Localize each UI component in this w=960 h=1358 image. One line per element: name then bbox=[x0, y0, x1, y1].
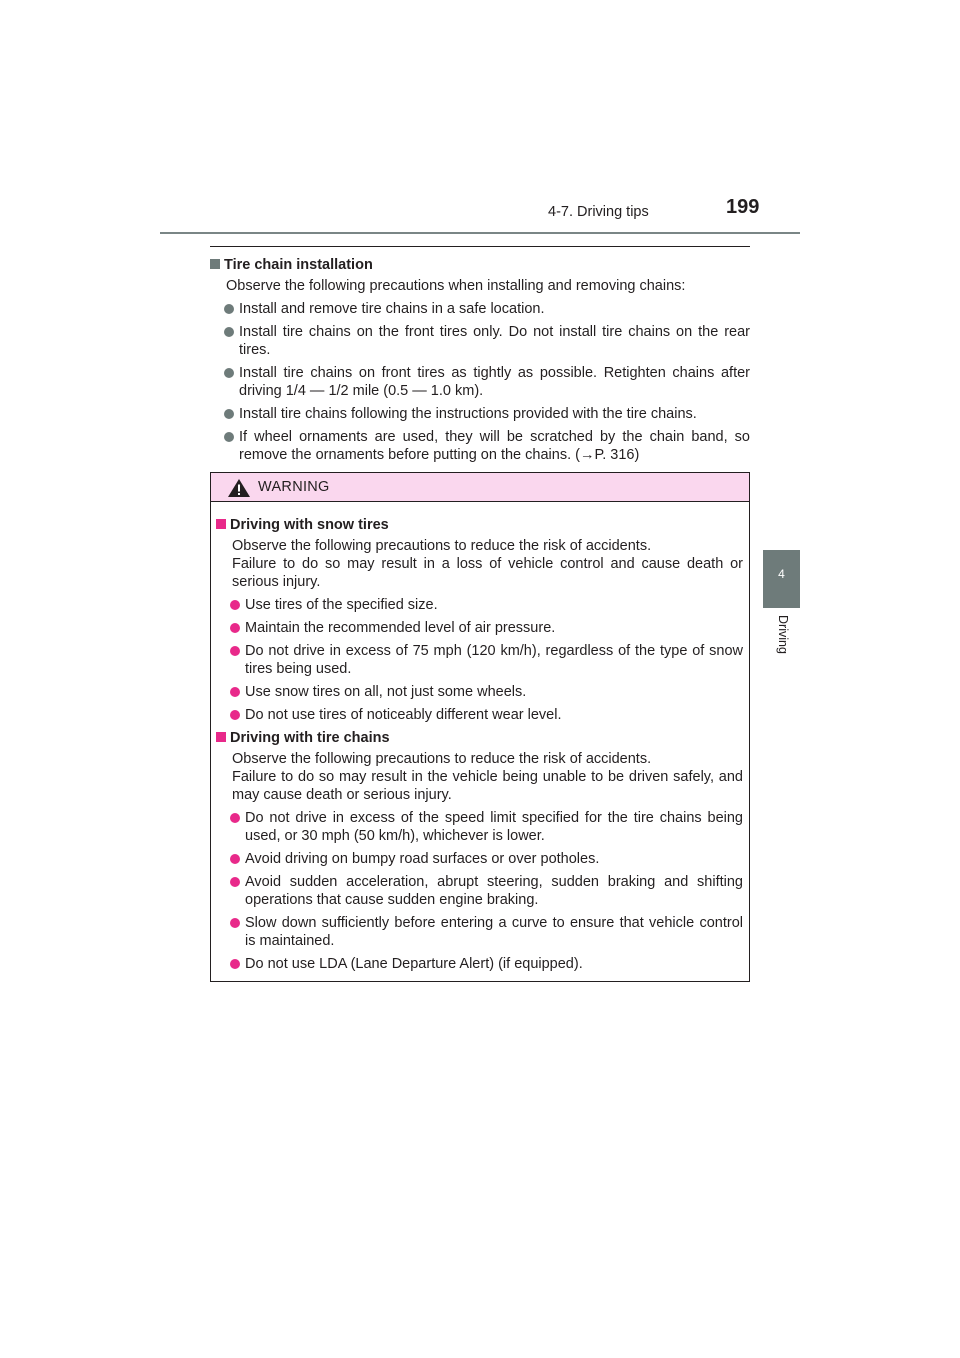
bullet-icon bbox=[230, 959, 240, 969]
bullet-icon bbox=[230, 710, 240, 720]
tire-chains-heading: Driving with tire chains bbox=[216, 729, 743, 747]
header-divider bbox=[160, 232, 800, 234]
list-item: Avoid driving on bumpy road surfaces or over potholes. bbox=[216, 850, 743, 868]
warning-triangle-icon bbox=[227, 478, 251, 498]
chapter-tab-number: 4 bbox=[778, 567, 785, 581]
bullet-icon bbox=[224, 432, 234, 442]
tire-chains-intro: Observe the following precautions to reduce the risk of accidents. Failure to do so may result in the vehicle being unable to be driven safely, and may cause death or serious injury. bbox=[232, 751, 743, 803]
list-item: Maintain the recommended level of air pressure. bbox=[216, 619, 743, 637]
list-item: If wheel ornaments are used, they will be scratched by the chain band, so remove the ornaments before putting on the chains. (→P. 316) bbox=[210, 428, 750, 464]
list-item: Use tires of the specified size. bbox=[216, 596, 743, 614]
list-item: Slow down sufficiently before entering a curve to ensure that vehicle control is maintained. bbox=[216, 914, 743, 950]
list-item: Do not drive in excess of the speed limit specified for the tire chains being used, or 30 mph (50 km/h), whichever is lower. bbox=[216, 809, 743, 845]
list-item: Use snow tires on all, not just some wheels. bbox=[216, 683, 743, 701]
tire-chain-intro: Observe the following precautions when installing and removing chains: bbox=[226, 278, 686, 294]
chapter-tab-label-wrap bbox=[770, 615, 794, 675]
bullet-icon bbox=[230, 854, 240, 864]
warning-header bbox=[211, 473, 749, 502]
bullet-icon bbox=[230, 813, 240, 823]
list-item: Do not use tires of noticeably different wear level. bbox=[216, 706, 743, 724]
bullet-icon bbox=[230, 877, 240, 887]
snow-tires-heading: Driving with snow tires bbox=[216, 516, 743, 534]
chapter-tab-label: Driving bbox=[776, 615, 790, 654]
snow-tires-intro: Observe the following precautions to reduce the risk of accidents. Failure to do so may result in a loss of vehicle control and cause death or serious injury. bbox=[232, 538, 743, 590]
list-item: Install and remove tire chains in a safe location. bbox=[210, 300, 750, 318]
bullet-icon bbox=[230, 646, 240, 656]
warning-body bbox=[211, 502, 749, 973]
bullet-icon bbox=[230, 600, 240, 610]
list-item: Do not drive in excess of 75 mph (120 km/h), regardless of the type of snow tires being used. bbox=[216, 642, 743, 678]
square-bullet-icon bbox=[216, 519, 226, 529]
bullet-icon bbox=[230, 918, 240, 928]
list-item: Install tire chains following the instructions provided with the tire chains. bbox=[210, 405, 750, 423]
warning-box bbox=[210, 472, 750, 982]
content-divider bbox=[210, 246, 750, 247]
page-number: 199 bbox=[726, 196, 760, 218]
square-bullet-icon bbox=[210, 259, 220, 269]
section-title: 4-7. Driving tips bbox=[548, 204, 649, 220]
list-item: Avoid sudden acceleration, abrupt steering, sudden braking and shifting operations that cause sudden engine braking. bbox=[216, 873, 743, 909]
list-item: Install tire chains on front tires as tightly as possible. Retighten chains after driving 1/4 — 1/2 mile (0.5 — 1.0 km). bbox=[210, 364, 750, 400]
bullet-icon bbox=[224, 368, 234, 378]
bullet-icon bbox=[224, 327, 234, 337]
tire-chain-heading bbox=[210, 256, 750, 274]
tire-chain-heading-text: Tire chain installation bbox=[224, 257, 373, 273]
list-item: Do not use LDA (Lane Departure Alert) (if equipped). bbox=[216, 955, 743, 973]
warning-title: WARNING bbox=[258, 479, 330, 495]
bullet-icon bbox=[230, 623, 240, 633]
list-item: Install tire chains on the front tires only. Do not install tire chains on the rear tires. bbox=[210, 323, 750, 359]
bullet-icon bbox=[224, 409, 234, 419]
tire-chain-section bbox=[210, 256, 750, 464]
square-bullet-icon bbox=[216, 732, 226, 742]
bullet-icon bbox=[230, 687, 240, 697]
bullet-icon bbox=[224, 304, 234, 314]
